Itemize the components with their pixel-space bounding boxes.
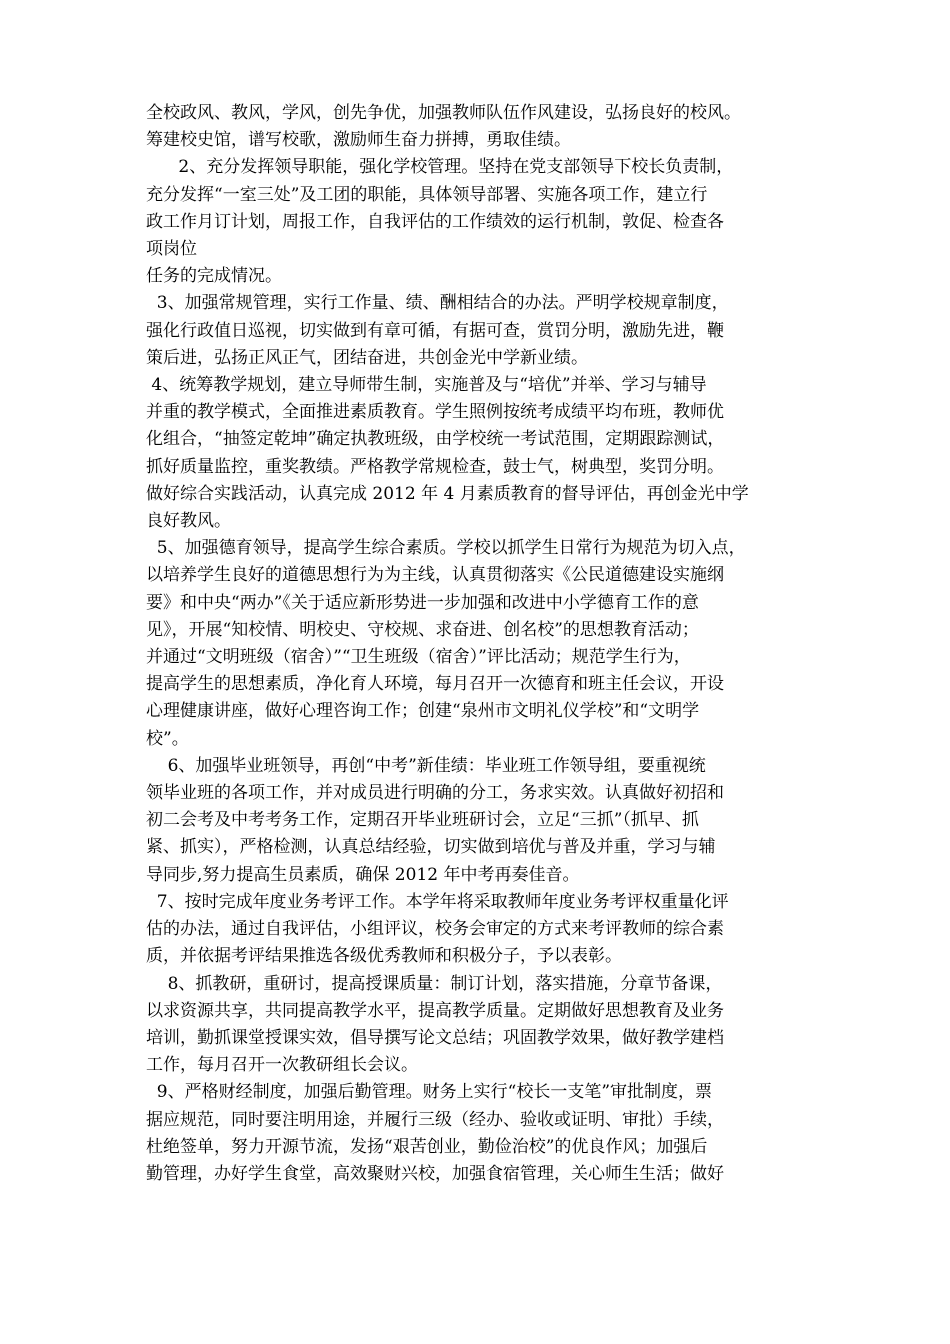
text-line: 初二会考及中考考务工作，定期召开毕业班研讨会，立足“三抓”（抓早、抓	[146, 810, 699, 831]
text-line: 2、充分发挥领导职能，强化学校管理。坚持在党支部领导下校长负责制，	[146, 157, 734, 178]
paragraph-item-2	[146, 154, 821, 290]
paragraph-item-4	[146, 372, 821, 535]
text-line: 导同步,努力提高生员素质，确保 2012 年中考再奏佳音。	[146, 864, 580, 885]
text-line: 培训，勤抓课堂授课实效，倡导撰写论文总结；巩固教学效果，做好教学建档	[146, 1027, 724, 1048]
text-line: 提高学生的思想素质，净化育人环境，每月召开一次德育和班主任会议，开设	[146, 674, 724, 695]
text-line: 工作，每月召开一次教研组长会议。	[146, 1055, 418, 1076]
paragraph-item-8	[146, 971, 821, 1080]
text-line: 全校政风、教风，学风，创先争优，加强教师队伍作风建设，弘扬良好的校风。	[146, 103, 741, 123]
paragraph-item-5	[146, 535, 821, 753]
text-line: 化组合，“抽签定乾坤”确定执教班级，由学校统一考试范围，定期跟踪测试，	[146, 429, 725, 450]
text-line: 充分发挥“一室三处”及工团的职能，具体领导部署、实施各项工作，建立行	[146, 184, 708, 205]
text-line: 见》，开展“知校情、明校史、守校规、求奋进、创名校”的思想教育活动；	[146, 619, 699, 640]
text-line: 心理健康讲座，做好心理咨询工作；创建“泉州市文明礼仪学校”和“文明学	[146, 701, 700, 722]
text-line: 质，并依据考评结果推选各级优秀教师和积极分子，予以表彰。	[146, 946, 622, 967]
text-line: 项岗位	[146, 239, 197, 260]
text-line: 做好综合实践活动，认真完成 2012 年 4 月素质教育的督导评估，再创金光中学	[146, 483, 749, 504]
text-line: 3、加强常规管理，实行工作量、绩、酬相结合的办法。严明学校规章制度，	[146, 293, 729, 314]
text-line: 筹建校史馆，谱写校歌，激励师生奋力拼搏，勇取佳绩。	[146, 130, 571, 151]
document-body	[146, 100, 821, 1188]
paragraph-item-7	[146, 889, 821, 971]
text-line: 4、统筹教学规划，建立导师带生制，实施普及与“培优”并举、学习与辅导	[146, 375, 707, 396]
text-line: 并重的教学模式，全面推进素质教育。学生照例按统考成绩平均布班，教师优	[146, 402, 724, 423]
text-line: 任务的完成情况。	[146, 266, 282, 287]
text-line: 紧、抓实），严格检测，认真总结经验，切实做到培优与普及并重，学习与辅	[146, 837, 716, 858]
text-line: 并通过“文明班级（宿舍）”“卫生班级（宿舍）”评比活动；规范学生行为，	[146, 647, 691, 668]
paragraph-item-9	[146, 1079, 821, 1188]
text-line: 勤管理，办好学生食堂，高效聚财兴校，加强食宿管理，关心师生生活；做好	[146, 1163, 724, 1184]
text-line: 7、按时完成年度业务考评工作。本学年将采取教师年度业务考评权重量化评	[146, 891, 729, 912]
text-line: 策后进，弘扬正风正气，团结奋进，共创金光中学新业绩。	[146, 347, 588, 368]
text-line: 校”。	[146, 728, 189, 749]
text-line: 抓好质量监控，重奖教绩。严格教学常规检查，鼓士气，树典型，奖罚分明。	[146, 456, 724, 477]
paragraph-item-6	[146, 753, 821, 889]
text-line: 强化行政值日巡视，切实做到有章可循，有据可查，赏罚分明，激励先进，鞭	[146, 320, 724, 341]
paragraph-school-style	[146, 100, 821, 154]
text-line: 杜绝签单，努力开源节流，发扬“艰苦创业，勤俭治校”的优良作风；加强后	[146, 1136, 708, 1157]
paragraph-item-3	[146, 290, 821, 372]
text-line: 6、加强毕业班领导，再创“中考”新佳绩：毕业班工作领导组，要重视统	[146, 755, 706, 776]
text-line: 要》和中央“两办”《关于适应新形势进一步加强和改进中小学德育工作的意	[146, 592, 699, 613]
text-line: 以求资源共享，共同提高教学水平，提高教学质量。定期做好思想教育及业务	[146, 1000, 724, 1021]
text-line: 良好教风。	[146, 511, 231, 532]
text-line: 5、加强德育领导，提高学生综合素质。学校以抓学生日常行为规范为切入点，	[146, 538, 746, 559]
text-line: 以培养学生良好的道德思想行为为主线，认真贯彻落实《公民道德建设实施纲	[146, 565, 724, 586]
text-line: 领毕业班的各项工作，并对成员进行明确的分工，务求实效。认真做好初招和	[146, 783, 724, 804]
text-line: 8、抓教研，重研讨，提高授课质量：制订计划，落实措施，分章节备课，	[146, 973, 723, 994]
text-line: 政工作月订计划，周报工作，自我评估的工作绩效的运行机制，敦促、检查各	[146, 211, 724, 232]
text-line: 9、严格财经制度，加强后勤管理。财务上实行“校长一支笔”审批制度，票	[146, 1082, 713, 1103]
text-line: 据应规范，同时要注明用途，并履行三级（经办、验收或证明、审批）手续，	[146, 1109, 724, 1130]
text-line: 估的办法，通过自我评估，小组评议，校务会审定的方式来考评教师的综合素	[146, 919, 724, 940]
